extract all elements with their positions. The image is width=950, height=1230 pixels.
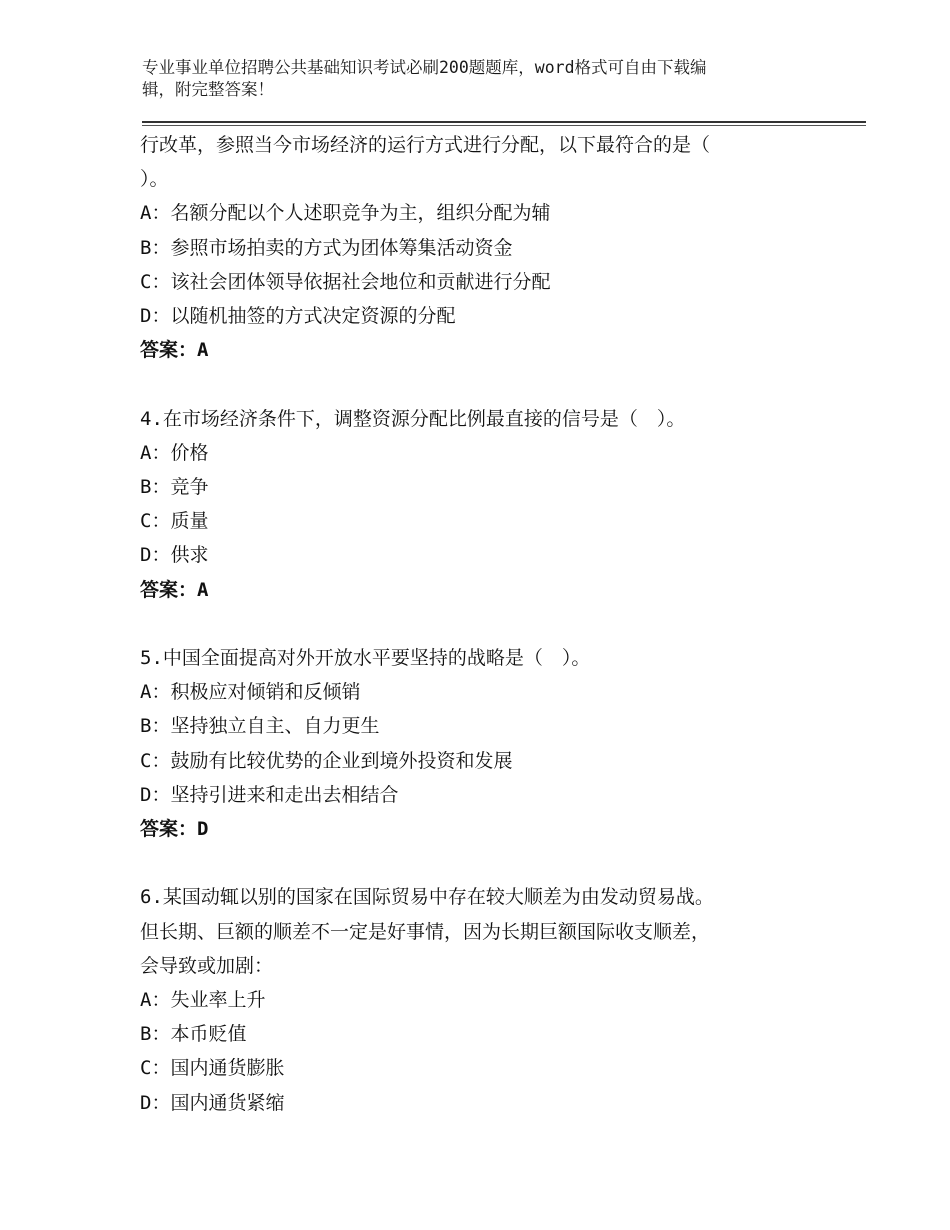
option-c: C：该社会团体领导依据社会地位和贡献进行分配 [140,270,551,293]
question-stem: 会导致或加剧： [140,954,274,977]
question-3-fragment [140,128,870,367]
question-stem: 5.中国全面提高对外开放水平要坚持的战略是（ ）。 [140,647,591,670]
answer-line: 答案：D [140,818,209,841]
question-stem: 但长期、巨额的顺差不一定是好事情，因为长期巨额国际收支顺差， [140,920,711,943]
header-rule-thick [142,121,866,123]
option-d: D：供求 [140,544,209,567]
question-stem: 4.在市场经济条件下，调整资源分配比例最直接的信号是（ ）。 [140,407,686,430]
option-b: B：参照市场拍卖的方式为团体筹集活动资金 [140,236,513,259]
option-b: B：竞争 [140,476,209,499]
option-d: D：以随机抽签的方式决定资源的分配 [140,305,456,328]
header-line-2: 辑，附完整答案！ [142,80,274,99]
option-c: C：质量 [140,510,209,533]
option-b: B：本币贬值 [140,1023,247,1046]
answer-line: 答案：A [140,578,209,601]
question-6 [140,880,870,1119]
question-stem: ）。 [140,168,169,191]
option-b: B：坚持独立自主、自力更生 [140,715,380,738]
option-a: A：失业率上升 [140,989,266,1012]
option-a: A：名额分配以个人述职竞争为主，组织分配为辅 [140,202,551,225]
option-d: D：坚持引进来和走出去相结合 [140,783,399,806]
option-d: D：国内通货紧缩 [140,1091,285,1114]
option-a: A：价格 [140,441,209,464]
option-c: C：国内通货膨胀 [140,1057,285,1080]
question-content [140,128,870,1120]
header-rule-thin [142,125,866,126]
option-a: A：积极应对倾销和反倾销 [140,681,361,704]
answer-line: 答案：A [140,339,209,362]
option-c: C：鼓励有比较优势的企业到境外投资和发展 [140,749,513,772]
question-stem: 6.某国动辄以别的国家在国际贸易中存在较大顺差为由发动贸易战。 [140,886,714,909]
header-line-1: 专业事业单位招聘公共基础知识考试必刷200题题库，word格式可自由下载编 [142,58,707,77]
question-5 [140,641,870,846]
page-header [142,57,792,101]
question-stem: 行改革，参照当今市场经济的运行方式进行分配，以下最符合的是（ [140,134,711,156]
question-4 [140,402,870,607]
